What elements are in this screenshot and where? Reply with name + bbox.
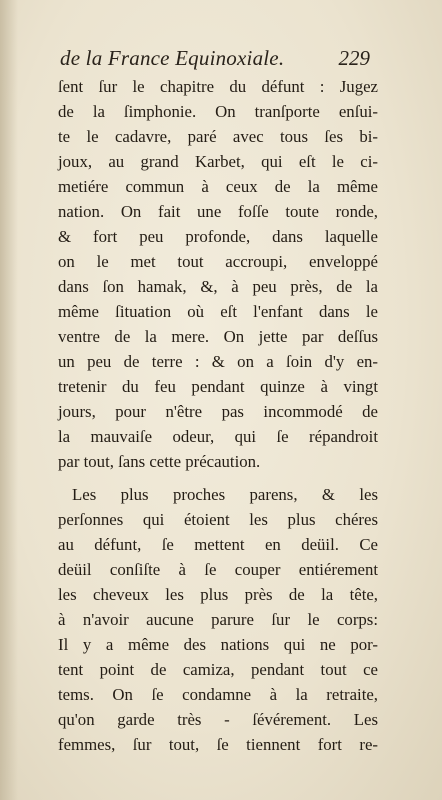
text-line: de la ſimphonie. On tranſporte enſui- [58,102,378,121]
text-line: Il y a même des nations qui ne por- [58,635,378,654]
text-line: tems. On ſe condamne à la retraite, [58,685,378,704]
text-line: par tout, ſans cette précaution. [58,452,261,471]
text-line: à n'avoir aucune parure ſur le corps: [58,610,378,629]
text-line: même ſituation où eſt l'enfant dans le [58,302,378,321]
text-line: joux, au grand Karbet, qui eſt le ci- [58,152,378,171]
binding-shadow [0,0,18,800]
text-line: jours, pour n'être pas incommodé de [58,402,378,421]
text-line: nation. On fait une foſſe toute ronde, [58,202,378,221]
running-title: de la France Equinoxiale. [60,46,285,70]
text-line: ventre de la mere. On jette par deſſus [58,327,378,346]
paragraph-1 [58,74,378,474]
text-line: tent point de camiza, pendant tout ce [58,660,378,679]
text-line: femmes, ſur tout, ſe tiennent fort re- [58,735,378,754]
text-line: au défunt, ſe mettent en deüil. Ce [58,535,378,554]
paragraph-2 [58,482,378,757]
page-number: 229 [338,46,370,70]
body-text [58,74,378,757]
running-head [60,46,370,71]
paragraph-gap [58,474,378,482]
text-line: Les plus proches parens, & les [72,485,378,504]
text-line: tretenir du feu pendant quinze à vingt [58,377,378,396]
text-line: perſonnes qui étoient les plus chéres [58,510,378,529]
text-line: les cheveux les plus près de la tête, [58,585,378,604]
text-line: dans ſon hamak, &, à peu près, de la [58,277,378,296]
text-line: la mauvaiſe odeur, qui ſe répandroit [58,427,378,446]
text-line: on le met tout accroupi, enveloppé [58,252,378,271]
text-line: qu'on garde très - ſévérement. Les [58,710,378,729]
text-line: te le cadavre, paré avec tous ſes bi- [58,127,378,146]
text-line: ſent ſur le chapitre du défunt : Jugez [58,77,378,96]
text-line: un peu de terre : & on a ſoin d'y en- [58,352,378,371]
text-line: metiére commun à ceux de la même [58,177,378,196]
text-line: deüil conſiſte à ſe couper entiérement [58,560,378,579]
text-line: & fort peu profonde, dans laquelle [58,227,378,246]
